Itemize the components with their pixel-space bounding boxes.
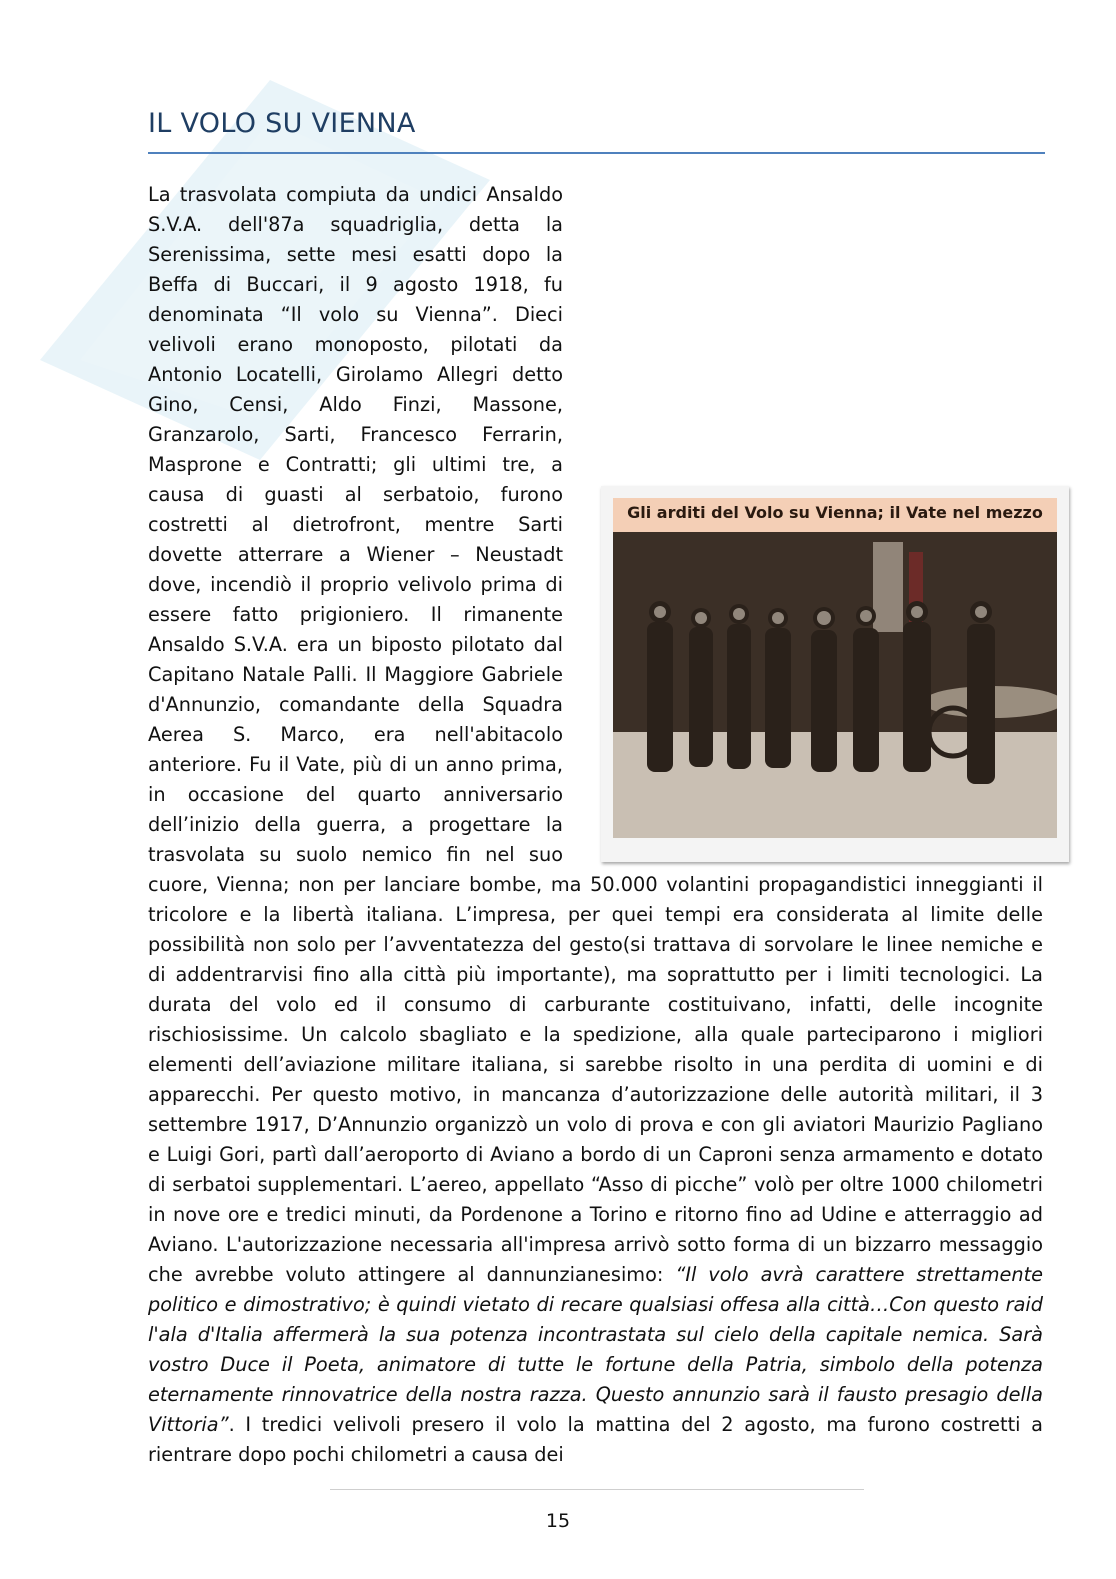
- figure-caption: Gli arditi del Volo su Vienna; il Vate nel mezzo: [613, 498, 1057, 534]
- paragraph-text: La trasvolata compiuta da undici Ansaldo S.V.A. dell'87a squadriglia, detta la Serenissima, sette mesi esatti dopo la Beffa di Buccari, il 9 agosto 1918, fu denominata “Il volo su Vienna”. Dieci velivoli erano monoposto, pilotati da Antonio Locatelli, Girolamo Allegri detto Gino, Censi, Aldo Finzi, Massone, Granzarolo, Sarti, Francesco Ferrarin, Masprone e Contratti; gli ultimi tre, a causa di guasti al serbatoio, furono costretti al dietrofront, mentre Sarti dovette atterrare a Wiener – Neustadt dove, incendiò il proprio velivolo prima di essere fatto prigioniero. Il rimanente Ansaldo S.V.A. era un biposto pilotato dal Capitano Natale Palli. Il Maggiore Gabriele d'Annunzio, comandante della Squadra Aerea S. Marco, era nell'abitacolo anteriore. Fu il Vate, più di un anno prima, in occasione del quarto anniversario dell’inizio della guerra, a progettare la trasvolata su suolo nemico fin nel suo cuore, Vienna; non per lanciare bombe, ma 50.000 volantini propagandistici inneggianti il tricolore e la libertà italiana. L’impresa, per quei tempi era considerata al limite delle possibilità non solo per l’avventatezza del gesto(si trattava di sorvolare le linee nemiche e di addentrarvisi fino alla città più importante), ma soprattutto per i limiti tecnologici. La durata del volo ed il consumo di carburante costituivano, infatti, delle incognite rischiosissime. Un calcolo sbagliato e la spedizione, alla quale parteciparono i migliori elementi dell’aviazione militare italiana, si sarebbe risolto in una perdita di uomini e di apparecchi. Per questo motivo, in mancanza d’autorizzazione delle autorità militari, il 3 settembre 1917, D’Annunzio organizzò un volo di prova e con gli aviatori Maurizio Pagliano e Luigi Gori, partì dall’aeroporto di Aviano a bordo di un Caproni senza armamento e dotato di serbatoi supplementari. L’aereo, appellato “Asso di picche” volò per oltre 1000 chilometri in nove ore e tredici minuti, da Pordenone a Torino e ritorno fino ad Udine e atterraggio ad Aviano. L'autorizzazione necessaria all'impresa arrivò sotto forma di un bizzarro messaggio che avrebbe voluto attingere al dannunzianesimo:: [148, 183, 1043, 1286]
- page-number: 15: [545, 1510, 571, 1532]
- body-text: [148, 180, 1043, 1470]
- title-underline: [148, 152, 1045, 154]
- page-title: IL VOLO SU VIENNA: [148, 108, 416, 139]
- quote-text: “Il volo avrà carattere strettamente politico e dimostrativo; è quindi vietato di recare qualsiasi offesa alla città…Con questo raid l'ala d'Italia affermerà la sua potenza incontrastata sul cielo della capitale nemica. Sarà vostro Duce il Poeta, animatore di tutte le fortune della Patria, simbolo della potenza eternamente rinnovatrice della nostra razza. Questo annunzio sarà il fausto presagio della Vittoria”: [148, 1263, 1043, 1436]
- paragraph-text-end: . I tredici velivoli presero il volo la mattina del 2 agosto, ma furono costretti a rientrare dopo pochi chilometri a causa dei: [148, 1413, 1043, 1466]
- group-photo-aviators-icon: [613, 532, 1057, 838]
- footer-rule: [330, 1489, 864, 1490]
- figure: [601, 486, 1069, 862]
